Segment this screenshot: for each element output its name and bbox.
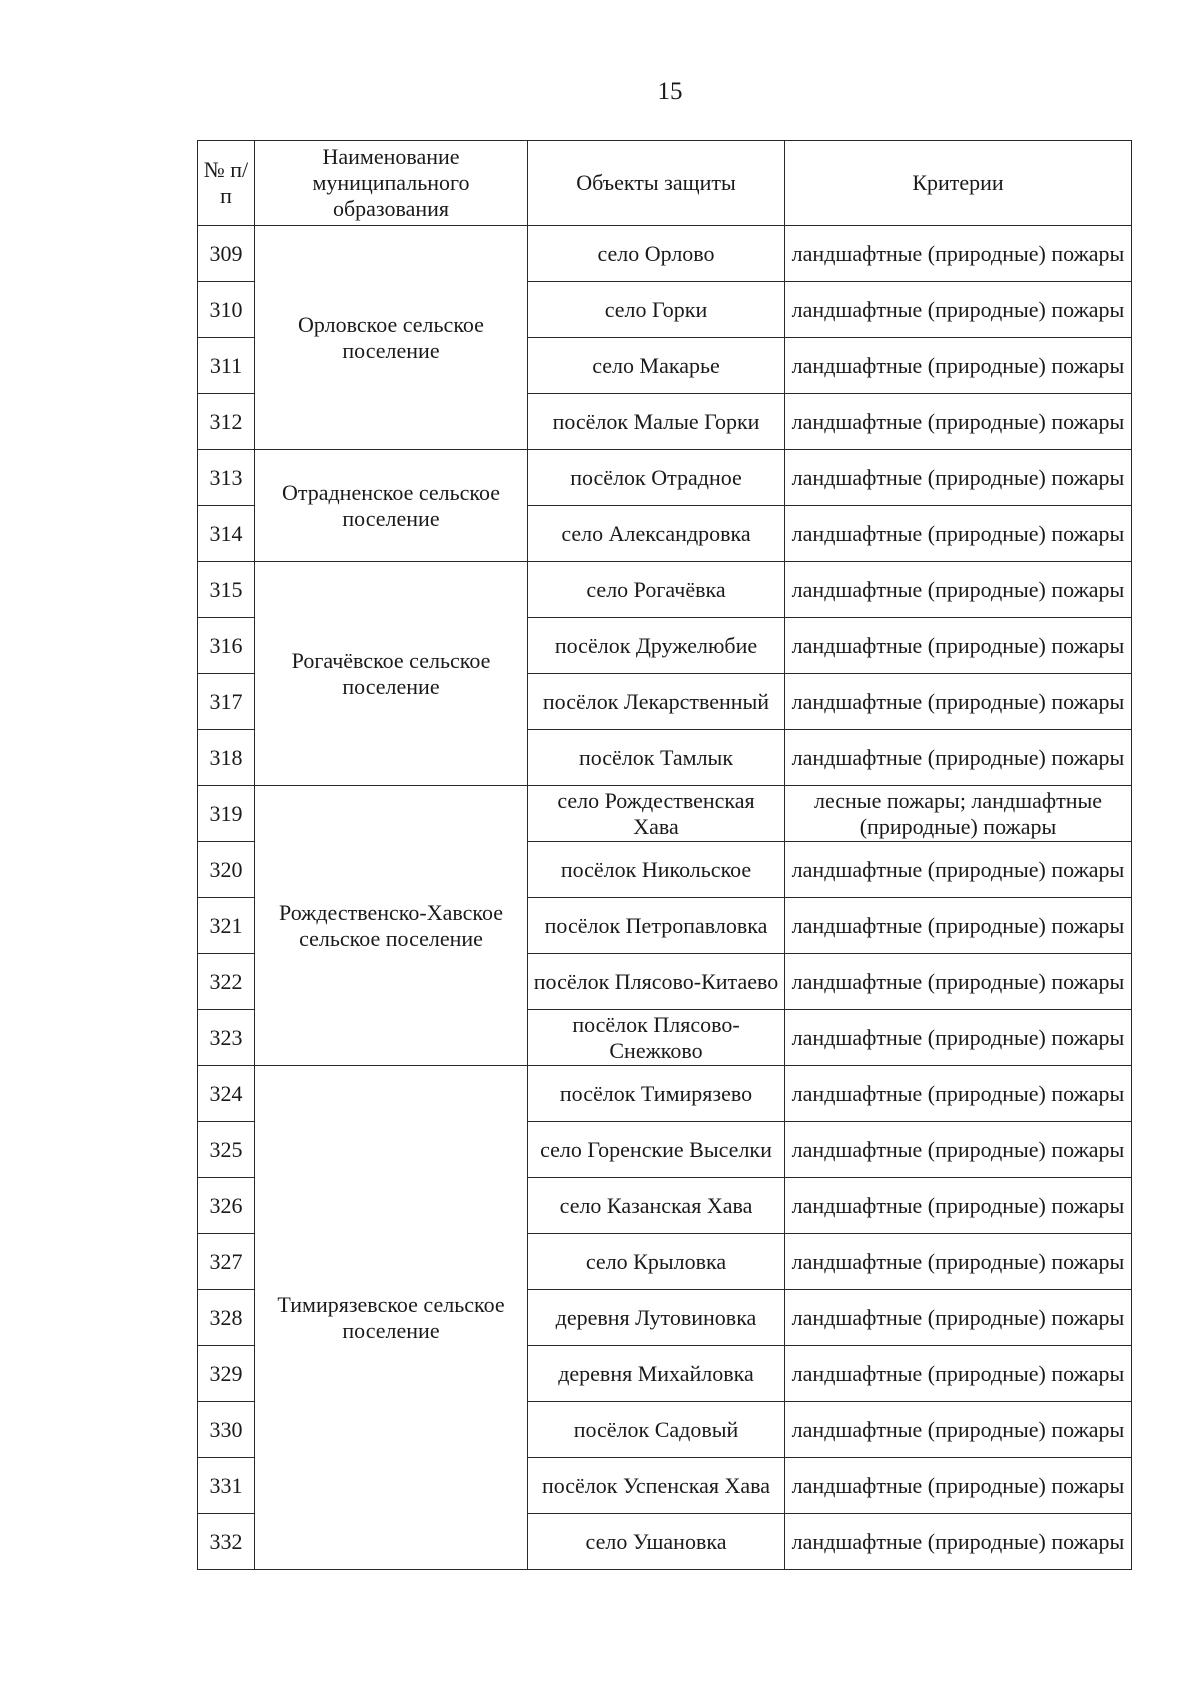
protection-object: село Макарье [528,338,785,394]
row-number: 322 [198,954,255,1010]
criteria: ландшафтные (природные) пожары [785,506,1132,562]
table-row [198,450,1132,506]
protection-object: посёлок Петропавловка [528,898,785,954]
row-number: 318 [198,730,255,786]
table-header-row [198,141,1132,226]
criteria: ландшафтные (природные) пожары [785,562,1132,618]
protection-object: село Горки [528,282,785,338]
criteria: ландшафтные (природные) пожары [785,1458,1132,1514]
protection-object: село Александровка [528,506,785,562]
row-number: 319 [198,786,255,842]
row-number: 312 [198,394,255,450]
row-number: 329 [198,1346,255,1402]
table-body [198,226,1132,1570]
criteria: ландшафтные (природные) пожары [785,618,1132,674]
row-number: 314 [198,506,255,562]
row-number: 326 [198,1178,255,1234]
criteria: лесные пожары; ландшафтные (природные) пожары [785,786,1132,842]
protection-object: село Крыловка [528,1234,785,1290]
header-num: № п/п [198,141,255,226]
criteria: ландшафтные (природные) пожары [785,282,1132,338]
criteria: ландшафтные (природные) пожары [785,1346,1132,1402]
header-municipality: Наименование муниципального образования [255,141,528,226]
row-number: 316 [198,618,255,674]
criteria: ландшафтные (природные) пожары [785,730,1132,786]
protection-object: посёлок Тамлык [528,730,785,786]
protection-object: посёлок Садовый [528,1402,785,1458]
criteria: ландшафтные (природные) пожары [785,1178,1132,1234]
criteria: ландшафтные (природные) пожары [785,1122,1132,1178]
criteria: ландшафтные (природные) пожары [785,226,1132,282]
protection-object: село Рождественская Хава [528,786,785,842]
row-number: 315 [198,562,255,618]
criteria: ландшафтные (природные) пожары [785,842,1132,898]
row-number: 321 [198,898,255,954]
protection-object: село Ушановка [528,1514,785,1570]
table-row [198,226,1132,282]
criteria: ландшафтные (природные) пожары [785,1290,1132,1346]
row-number: 317 [198,674,255,730]
criteria: ландшафтные (природные) пожары [785,898,1132,954]
protection-object: посёлок Отрадное [528,450,785,506]
table-row [198,562,1132,618]
protection-object: село Орлово [528,226,785,282]
protection-objects-table [197,140,1132,1570]
row-number: 325 [198,1122,255,1178]
criteria: ландшафтные (природные) пожары [785,674,1132,730]
municipality-name: Тимирязевское сельское поселение [255,1066,528,1570]
header-objects: Объекты защиты [528,141,785,226]
row-number: 313 [198,450,255,506]
protection-object: посёлок Успенская Хава [528,1458,785,1514]
criteria: ландшафтные (природные) пожары [785,1010,1132,1066]
row-number: 330 [198,1402,255,1458]
criteria: ландшафтные (природные) пожары [785,1402,1132,1458]
protection-object: посёлок Плясово-Китаево [528,954,785,1010]
row-number: 327 [198,1234,255,1290]
municipality-name: Отрадненское сельское поселение [255,450,528,562]
row-number: 311 [198,338,255,394]
protection-object: посёлок Малые Горки [528,394,785,450]
row-number: 310 [198,282,255,338]
table-row [198,1066,1132,1122]
protection-object: село Горенские Выселки [528,1122,785,1178]
protection-object: село Казанская Хава [528,1178,785,1234]
protection-object: деревня Лутовиновка [528,1290,785,1346]
row-number: 332 [198,1514,255,1570]
row-number: 320 [198,842,255,898]
criteria: ландшафтные (природные) пожары [785,450,1132,506]
header-criteria: Критерии [785,141,1132,226]
criteria: ландшафтные (природные) пожары [785,954,1132,1010]
criteria: ландшафтные (природные) пожары [785,1234,1132,1290]
municipality-name: Рождественско-Хавское сельское поселение [255,786,528,1066]
row-number: 323 [198,1010,255,1066]
municipality-name: Орловское сельское поселение [255,226,528,450]
row-number: 331 [198,1458,255,1514]
criteria: ландшафтные (природные) пожары [785,394,1132,450]
row-number: 324 [198,1066,255,1122]
criteria: ландшафтные (природные) пожары [785,1066,1132,1122]
row-number: 309 [198,226,255,282]
row-number: 328 [198,1290,255,1346]
protection-object: село Рогачёвка [528,562,785,618]
protection-object: посёлок Плясово-Снежково [528,1010,785,1066]
criteria: ландшафтные (природные) пожары [785,1514,1132,1570]
protection-object: посёлок Дружелюбие [528,618,785,674]
protection-object: посёлок Никольское [528,842,785,898]
protection-object: посёлок Тимирязево [528,1066,785,1122]
table-row [198,786,1132,842]
criteria: ландшафтные (природные) пожары [785,338,1132,394]
protection-object: деревня Михайловка [528,1346,785,1402]
page-number: 15 [657,78,683,105]
municipality-name: Рогачёвское сельское поселение [255,562,528,786]
protection-object: посёлок Лекарственный [528,674,785,730]
